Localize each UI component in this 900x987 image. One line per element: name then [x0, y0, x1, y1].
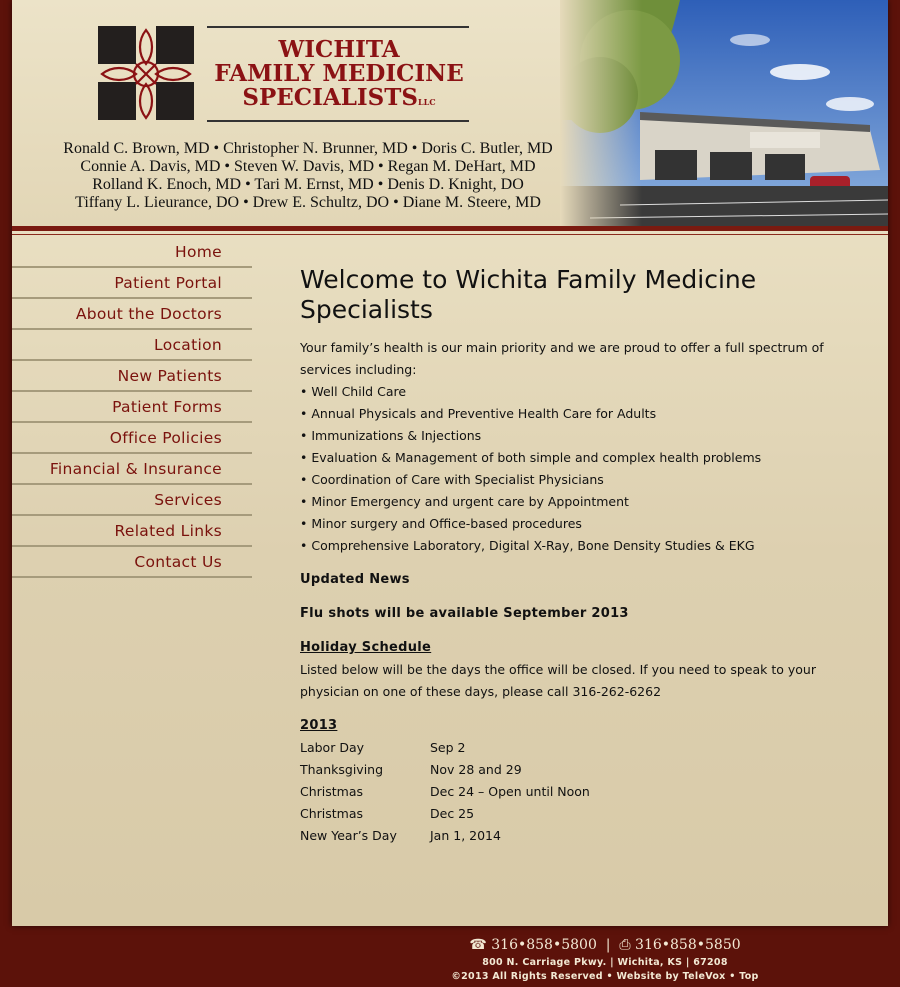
table-row	[300, 759, 850, 781]
nav-services[interactable]: Services	[12, 485, 252, 516]
list-item: • Coordination of Care with Specialist Physicians	[300, 472, 604, 487]
holiday-name: Labor Day	[300, 740, 365, 755]
copyright-text: ©2013 All Rights Reserved •	[451, 971, 613, 982]
intro-text: Your family’s health is our main priority and we are proud to offer a full spectrum of services including:	[300, 340, 824, 377]
footer-dot: •	[729, 971, 736, 982]
doctor-line: Tiffany L. Lieurance, DO • Drew E. Schultz, DO • Diane M. Steere, MD	[75, 194, 541, 211]
list-item: • Immunizations & Injections	[300, 428, 482, 443]
list-item: • Comprehensive Laboratory, Digital X-Ray, Bone Density Studies & EKG	[300, 538, 755, 553]
table-row	[300, 803, 850, 825]
top-link[interactable]: Top	[739, 971, 759, 982]
fax-number: 316•858•5850	[635, 937, 741, 953]
list-item: • Minor surgery and Office-based procedures	[300, 516, 582, 531]
logo-line-1: WICHITA	[278, 36, 400, 63]
logo-llc: LLC	[418, 97, 436, 107]
holiday-name: New Year’s Day	[300, 828, 397, 843]
nav-related-links[interactable]: Related Links	[12, 516, 252, 547]
table-row	[300, 781, 850, 803]
nav-patient-portal[interactable]: Patient Portal	[12, 268, 252, 299]
nav-about-doctors[interactable]: About the Doctors	[12, 299, 252, 330]
doctor-line: Connie A. Davis, MD • Steven W. Davis, MD • Regan M. DeHart, MD	[80, 158, 536, 175]
logo-knot-icon	[98, 26, 194, 122]
services-list	[300, 381, 850, 557]
phone-number[interactable]: 316•858•5800	[491, 937, 597, 953]
building-photo	[560, 0, 888, 226]
holiday-date: Nov 28 and 29	[430, 762, 522, 777]
flu-shot-notice: Flu shots will be available September 2013	[300, 606, 629, 621]
holiday-year: 2013	[300, 718, 338, 733]
page-title: Welcome to Wichita Family Medicine Specialists	[300, 265, 757, 324]
list-item: • Well Child Care	[300, 384, 407, 399]
holiday-name: Thanksgiving	[300, 762, 384, 777]
main-nav	[12, 237, 252, 578]
holiday-date: Dec 24 – Open until Noon	[430, 784, 590, 799]
logo-rule	[207, 26, 469, 28]
main-content	[300, 265, 850, 847]
holiday-table	[300, 737, 850, 847]
holiday-date: Sep 2	[430, 740, 466, 755]
list-item: • Evaluation & Management of both simple and complex health problems	[300, 450, 762, 465]
table-row	[300, 825, 850, 847]
logo-text	[208, 38, 470, 114]
holiday-heading: Holiday Schedule	[300, 640, 432, 655]
nav-financial-insurance[interactable]: Financial & Insurance	[12, 454, 252, 485]
table-row	[300, 737, 850, 759]
nav-home[interactable]: Home	[12, 237, 252, 268]
nav-new-patients[interactable]: New Patients	[12, 361, 252, 392]
phone-icon: ☎	[469, 937, 487, 953]
site-footer	[440, 934, 770, 984]
holiday-text: Listed below will be the days the office will be closed. If you need to speak to your physician on one of these days, please call 316-262-6262	[300, 662, 816, 699]
doctor-line: Rolland K. Enoch, MD • Tari M. Ernst, MD • Denis D. Knight, DO	[92, 176, 524, 193]
list-item: • Minor Emergency and urgent care by Appointment	[300, 494, 629, 509]
footer-address: 800 N. Carriage Pkwy. | Wichita, KS | 67208	[482, 957, 728, 968]
nav-location[interactable]: Location	[12, 330, 252, 361]
nav-patient-forms[interactable]: Patient Forms	[12, 392, 252, 423]
header-divider	[12, 226, 888, 231]
footer-phones	[440, 934, 770, 956]
holiday-date: Jan 1, 2014	[430, 828, 501, 843]
list-item: • Annual Physicals and Preventive Health Care for Adults	[300, 406, 657, 421]
holiday-name: Christmas	[300, 784, 364, 799]
page-container	[12, 0, 888, 926]
logo-line-3: SPECIALISTS	[242, 84, 418, 111]
holiday-name: Christmas	[300, 806, 364, 821]
fax-icon: ⎙	[619, 937, 631, 953]
logo-rule	[207, 120, 469, 122]
site-header	[12, 0, 888, 228]
holiday-date: Dec 25	[430, 806, 475, 821]
doctor-line: Ronald C. Brown, MD • Christopher N. Brunner, MD • Doris C. Butler, MD	[63, 140, 553, 157]
site-logo[interactable]	[98, 24, 470, 124]
doctor-list	[36, 140, 580, 212]
updated-news-heading: Updated News	[300, 572, 410, 587]
footer-separator: |	[605, 937, 611, 953]
televox-link[interactable]: Website by TeleVox	[616, 971, 726, 982]
logo-line-2: FAMILY MEDICINE	[214, 60, 464, 87]
footer-copyright-line	[440, 970, 770, 984]
header-divider	[12, 234, 888, 235]
nav-contact-us[interactable]: Contact Us	[12, 547, 252, 578]
nav-office-policies[interactable]: Office Policies	[12, 423, 252, 454]
